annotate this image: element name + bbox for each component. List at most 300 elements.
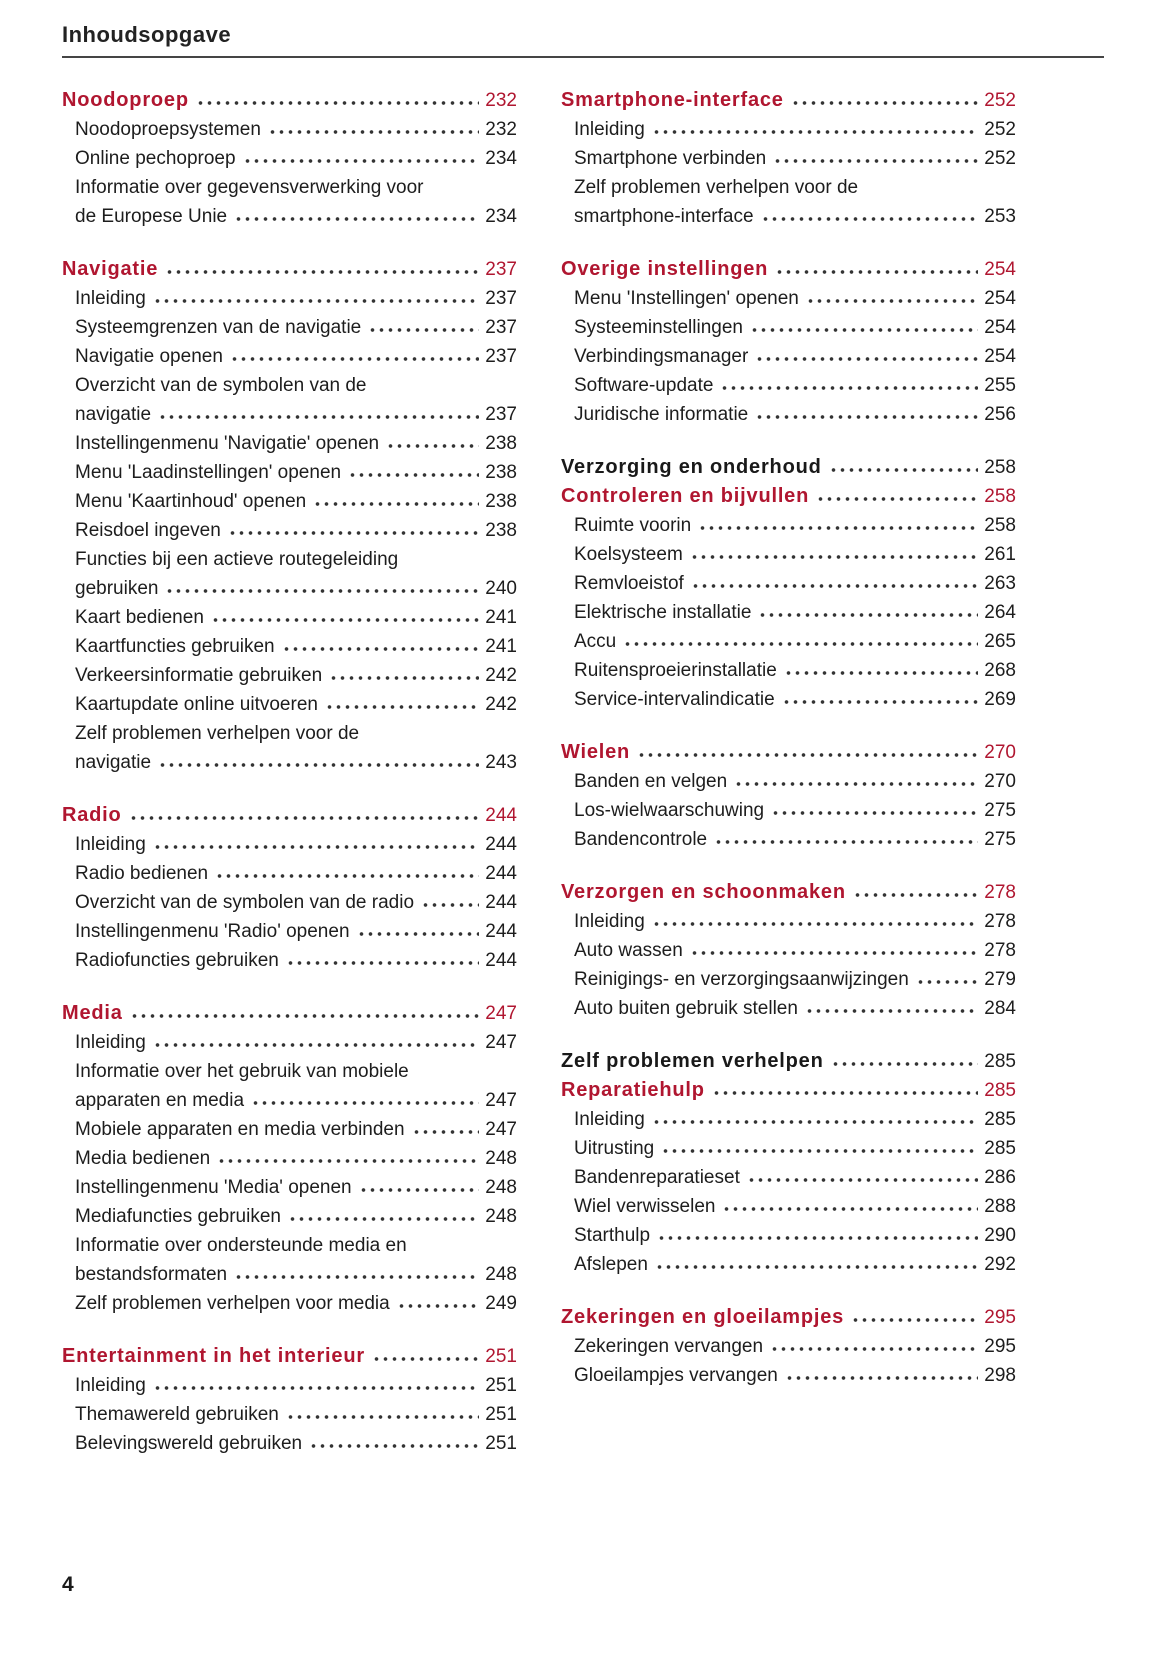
entry-title: Starthulp — [574, 1225, 651, 1246]
toc-entry — [561, 656, 1016, 685]
dot-leader — [652, 1119, 979, 1125]
entry-page-number: 254 — [984, 346, 1016, 367]
section-page-number: 232 — [485, 90, 517, 111]
toc-entry — [561, 342, 1016, 371]
toc-entry — [561, 173, 1016, 231]
dot-leader — [734, 781, 978, 787]
toc-section-heading — [561, 1076, 1016, 1105]
entry-title: Auto wassen — [574, 940, 683, 961]
toc-entry — [561, 400, 1016, 429]
entry-last-line — [574, 825, 1016, 854]
section-title: Radio — [62, 804, 122, 826]
dot-leader — [637, 752, 978, 758]
dot-leader — [129, 815, 480, 821]
toc-entry — [561, 685, 1016, 714]
entry-last-line — [574, 994, 1016, 1023]
entry-title: Juridische informatie — [574, 404, 749, 425]
entry-text-line: Overzicht van de symbolen van de — [75, 375, 367, 396]
toc-entry — [62, 917, 517, 946]
dot-leader — [853, 892, 978, 898]
entry-page-number: 298 — [984, 1365, 1016, 1386]
entry-page-number: 247 — [485, 1090, 517, 1111]
entry-text-line: Zelf problemen verhelpen voor de — [574, 177, 859, 198]
dot-leader — [747, 1177, 978, 1183]
entry-page-number: 237 — [485, 346, 517, 367]
entry-title: Verbindingsmanager — [574, 346, 749, 367]
header-rule — [62, 56, 1104, 58]
entry-page-number: 241 — [485, 636, 517, 657]
dot-leader — [309, 1443, 479, 1449]
page-header — [62, 22, 1105, 58]
toc-section — [561, 878, 1016, 1023]
entry-page-number: 244 — [485, 921, 517, 942]
toc-section-heading — [62, 86, 517, 115]
entry-title: Accu — [574, 631, 617, 652]
dot-leader — [165, 269, 479, 275]
entry-last-line — [574, 115, 1016, 144]
toc-entry — [561, 965, 1016, 994]
toc-entry — [561, 1250, 1016, 1279]
entry-page-number: 288 — [984, 1196, 1016, 1217]
entry-page-number: 248 — [485, 1148, 517, 1169]
dot-leader — [251, 1100, 479, 1106]
entry-title: Gloeilampjes vervangen — [574, 1365, 778, 1386]
toc-entry — [561, 936, 1016, 965]
entry-last-line — [75, 1429, 517, 1458]
dot-leader — [234, 1274, 479, 1280]
toc-section-heading — [561, 1303, 1016, 1332]
entry-title: Elektrische installatie — [574, 602, 752, 623]
dot-leader — [313, 501, 479, 507]
entry-title: Ruitensproeierinstallatie — [574, 660, 777, 681]
section-page-number: 251 — [485, 1346, 517, 1367]
dot-leader — [234, 216, 479, 222]
entry-page-number: 251 — [485, 1375, 517, 1396]
entry-page-number: 275 — [984, 829, 1016, 850]
entry-last-line — [574, 1250, 1016, 1279]
toc-entry — [561, 1134, 1016, 1163]
dot-leader — [690, 950, 979, 956]
entry-page-number: 254 — [984, 317, 1016, 338]
toc-entry — [561, 511, 1016, 540]
dot-leader — [782, 699, 979, 705]
section-title: Noodoproep — [62, 89, 189, 111]
toc-entry — [62, 859, 517, 888]
entry-page-number: 284 — [984, 998, 1016, 1019]
entry-last-line — [574, 598, 1016, 627]
entry-page-number: 265 — [984, 631, 1016, 652]
entry-text-line: Informatie over het gebruik van mobiele — [75, 1061, 409, 1082]
toc-section-heading — [561, 482, 1016, 511]
entry-page-number: 275 — [984, 800, 1016, 821]
section-page-number: 252 — [984, 90, 1016, 111]
entry-last-line — [574, 511, 1016, 540]
entry-last-line — [75, 917, 517, 946]
entry-title: Bandencontrole — [574, 829, 708, 850]
entry-last-line — [574, 144, 1016, 173]
dot-leader — [357, 931, 480, 937]
entry-page-number: 244 — [485, 892, 517, 913]
entry-title: Systeeminstellingen — [574, 317, 743, 338]
entry-page-number: 270 — [984, 771, 1016, 792]
entry-last-line — [75, 313, 517, 342]
entry-page-number: 254 — [984, 288, 1016, 309]
toc-entry — [62, 946, 517, 975]
toc-entry — [561, 540, 1016, 569]
entry-title: Mobiele apparaten en media verbinden — [75, 1119, 405, 1140]
toc-entry — [62, 1429, 517, 1458]
entry-text-line: Informatie over ondersteunde media en — [75, 1235, 407, 1256]
toc-entry — [561, 371, 1016, 400]
entry-page-number: 261 — [984, 544, 1016, 565]
entry-title: apparaten en media — [75, 1090, 245, 1111]
entry-last-line — [75, 632, 517, 661]
entry-title: Mediafuncties gebruiken — [75, 1206, 281, 1227]
entry-title: Navigatie openen — [75, 346, 223, 367]
entry-page-number: 269 — [984, 689, 1016, 710]
toc-entry — [62, 487, 517, 516]
entry-page-number: 279 — [984, 969, 1016, 990]
dot-leader — [268, 129, 479, 135]
section-title: Zelf problemen verhelpen — [561, 1050, 824, 1072]
entry-last-line — [574, 965, 1016, 994]
entry-last-line — [574, 627, 1016, 656]
dot-leader — [829, 467, 979, 473]
entry-title: Kaartfuncties gebruiken — [75, 636, 275, 657]
toc-entry — [561, 1361, 1016, 1390]
dot-leader — [286, 960, 479, 966]
entry-last-line — [574, 1105, 1016, 1134]
entry-last-line — [75, 946, 517, 975]
section-page-number: 258 — [984, 486, 1016, 507]
dot-leader — [217, 1158, 479, 1164]
entry-last-line — [75, 144, 517, 173]
dot-leader — [791, 100, 979, 106]
entry-title: Los-wielwaarschuwing — [574, 800, 765, 821]
dot-leader — [773, 158, 978, 164]
entry-title: Verkeersinformatie gebruiken — [75, 665, 323, 686]
toc-section — [561, 255, 1016, 429]
entry-page-number: 251 — [485, 1433, 517, 1454]
entry-title: Inleiding — [75, 1032, 146, 1053]
dot-leader — [348, 472, 479, 478]
toc-entry — [561, 767, 1016, 796]
entry-last-line — [574, 202, 1016, 231]
entry-title: Inleiding — [574, 911, 645, 932]
entry-page-number: 247 — [485, 1119, 517, 1140]
dot-leader — [325, 704, 479, 710]
toc-entry — [62, 1400, 517, 1429]
entry-title: Inleiding — [75, 288, 146, 309]
dot-leader — [761, 216, 979, 222]
entry-last-line — [574, 342, 1016, 371]
entry-title: bestandsformaten — [75, 1264, 228, 1285]
entry-title: Auto buiten gebruik stellen — [574, 998, 798, 1019]
toc-column-right — [561, 86, 1016, 1458]
toc-column-left — [62, 86, 517, 1458]
entry-page-number: 240 — [485, 578, 517, 599]
dot-leader — [690, 554, 979, 560]
toc-section — [561, 1047, 1016, 1076]
section-title: Navigatie — [62, 258, 159, 280]
toc-entry — [62, 284, 517, 313]
entry-title: Kaart bedienen — [75, 607, 204, 628]
toc-entry — [561, 1105, 1016, 1134]
entry-title: Zelf problemen verhelpen voor media — [75, 1293, 390, 1314]
entry-page-number: 263 — [984, 573, 1016, 594]
dot-leader — [661, 1148, 978, 1154]
entry-last-line — [75, 458, 517, 487]
toc-columns — [62, 86, 1105, 1458]
entry-last-line — [574, 1134, 1016, 1163]
toc-entry — [62, 1144, 517, 1173]
toc-entry — [62, 719, 517, 777]
toc-entry — [62, 1057, 517, 1115]
entry-title: Inleiding — [75, 834, 146, 855]
toc-section-heading — [561, 1047, 1016, 1076]
entry-title: Online pechoproep — [75, 148, 236, 169]
entry-last-line — [574, 400, 1016, 429]
entry-page-number: 258 — [984, 515, 1016, 536]
dot-leader — [153, 1042, 480, 1048]
toc-entry — [62, 1028, 517, 1057]
toc-entry — [561, 144, 1016, 173]
toc-entry — [62, 545, 517, 603]
toc-entry — [62, 1202, 517, 1231]
entry-last-line — [75, 859, 517, 888]
dot-leader — [831, 1061, 979, 1067]
entry-title: Belevingswereld gebruiken — [75, 1433, 303, 1454]
dot-leader — [158, 762, 479, 768]
toc-entry — [62, 144, 517, 173]
dot-leader — [368, 327, 479, 333]
entry-title: gebruiken — [75, 578, 159, 599]
toc-section — [561, 482, 1016, 714]
toc-section-heading — [561, 453, 1016, 482]
toc-section-heading — [62, 255, 517, 284]
entry-title: Reinigings- en verzorgingsaanwijzingen — [574, 969, 909, 990]
entry-title: Smartphone verbinden — [574, 148, 767, 169]
toc-entry — [62, 1173, 517, 1202]
section-page-number: 278 — [984, 882, 1016, 903]
dot-leader — [714, 839, 978, 845]
entry-last-line — [75, 202, 517, 231]
entry-title: Inleiding — [75, 1375, 146, 1396]
section-page-number: 285 — [984, 1080, 1016, 1101]
entry-title: Instellingenmenu 'Navigatie' openen — [75, 433, 380, 454]
entry-title: Instellingenmenu 'Media' openen — [75, 1177, 352, 1198]
dot-leader — [397, 1303, 480, 1309]
section-page-number: 295 — [984, 1307, 1016, 1328]
entry-page-number: 238 — [485, 433, 517, 454]
dot-leader — [698, 525, 978, 531]
toc-section-heading — [62, 999, 517, 1028]
toc-section — [561, 1076, 1016, 1279]
entry-page-number: 244 — [485, 863, 517, 884]
entry-page-number: 285 — [984, 1138, 1016, 1159]
entry-last-line — [574, 284, 1016, 313]
toc-section-heading — [561, 255, 1016, 284]
dot-leader — [816, 496, 978, 502]
entry-last-line — [574, 569, 1016, 598]
toc-entry — [561, 115, 1016, 144]
entry-title: Themawereld gebruiken — [75, 1404, 279, 1425]
entry-title: Koelsysteem — [574, 544, 683, 565]
entry-last-line — [75, 429, 517, 458]
entry-page-number: 252 — [984, 119, 1016, 140]
section-page-number: 254 — [984, 259, 1016, 280]
dot-leader — [623, 641, 978, 647]
toc-entry — [62, 173, 517, 231]
entry-last-line — [75, 1173, 517, 1202]
dot-leader — [657, 1235, 978, 1241]
toc-entry — [561, 1163, 1016, 1192]
toc-section — [561, 738, 1016, 854]
toc-section — [561, 453, 1016, 482]
entry-last-line — [75, 603, 517, 632]
section-page-number: 244 — [485, 805, 517, 826]
dot-leader — [771, 810, 978, 816]
toc-entry — [62, 830, 517, 859]
dot-leader — [805, 1008, 978, 1014]
entry-last-line — [574, 1163, 1016, 1192]
entry-last-line — [574, 1192, 1016, 1221]
entry-last-line — [574, 1332, 1016, 1361]
section-title: Controleren en bijvullen — [561, 485, 810, 507]
entry-page-number: 237 — [485, 404, 517, 425]
toc-entry — [561, 598, 1016, 627]
toc-entry — [561, 796, 1016, 825]
toc-section-heading — [62, 1342, 517, 1371]
entry-last-line — [75, 1115, 517, 1144]
entry-last-line — [75, 1144, 517, 1173]
dot-leader — [758, 612, 978, 618]
entry-page-number: 238 — [485, 491, 517, 512]
entry-title: Noodoproepsystemen — [75, 119, 261, 140]
entry-page-number: 248 — [485, 1177, 517, 1198]
entry-title: Media bedienen — [75, 1148, 211, 1169]
entry-page-number: 249 — [485, 1293, 517, 1314]
section-title: Reparatiehulp — [561, 1079, 705, 1101]
page-number: 4 — [62, 1573, 74, 1596]
dot-leader — [691, 583, 978, 589]
dot-leader — [722, 1206, 978, 1212]
entry-last-line — [75, 1371, 517, 1400]
entry-last-line — [75, 115, 517, 144]
section-title: Media — [62, 1002, 123, 1024]
toc-section-heading — [62, 801, 517, 830]
dot-leader — [372, 1356, 479, 1362]
dot-leader — [329, 675, 479, 681]
entry-last-line — [75, 1028, 517, 1057]
entry-text-line: Informatie over gegevensverwerking voor — [75, 177, 424, 198]
dot-leader — [286, 1414, 479, 1420]
entry-page-number: 256 — [984, 404, 1016, 425]
entry-page-number: 232 — [485, 119, 517, 140]
entry-title: Inleiding — [574, 1109, 645, 1130]
toc-entry — [62, 690, 517, 719]
entry-last-line — [75, 574, 517, 603]
entry-last-line — [574, 685, 1016, 714]
dot-leader — [712, 1090, 979, 1096]
toc-entry — [561, 569, 1016, 598]
toc-entry — [62, 429, 517, 458]
entry-last-line — [574, 1221, 1016, 1250]
entry-page-number: 248 — [485, 1264, 517, 1285]
toc-entry — [62, 888, 517, 917]
entry-title: Banden en velgen — [574, 771, 728, 792]
entry-title: Remvloeistof — [574, 573, 684, 594]
entry-page-number: 247 — [485, 1032, 517, 1053]
toc-entry — [62, 342, 517, 371]
entry-page-number: 242 — [485, 665, 517, 686]
toc-section — [561, 1303, 1016, 1390]
entry-title: Bandenreparatieset — [574, 1167, 740, 1188]
dot-leader — [770, 1346, 978, 1352]
entry-title: smartphone-interface — [574, 206, 754, 227]
toc-entry — [62, 661, 517, 690]
section-page-number: 270 — [984, 742, 1016, 763]
entry-page-number: 290 — [984, 1225, 1016, 1246]
entry-last-line — [75, 830, 517, 859]
toc-entry — [561, 1221, 1016, 1250]
entry-page-number: 264 — [984, 602, 1016, 623]
entry-title: Uitrusting — [574, 1138, 655, 1159]
entry-title: Reisdoel ingeven — [75, 520, 221, 541]
section-title: Overige instellingen — [561, 258, 769, 280]
entry-page-number: 253 — [984, 206, 1016, 227]
section-title: Entertainment in het interieur — [62, 1345, 365, 1367]
entry-page-number: 248 — [485, 1206, 517, 1227]
dot-leader — [165, 588, 479, 594]
toc-entry — [561, 994, 1016, 1023]
dot-leader — [196, 100, 479, 106]
entry-page-number: 295 — [984, 1336, 1016, 1357]
entry-title: Kaartupdate online uitvoeren — [75, 694, 318, 715]
entry-page-number: 255 — [984, 375, 1016, 396]
section-title: Zekeringen en gloeilampjes — [561, 1306, 845, 1328]
entry-title: Menu 'Kaartinhoud' openen — [75, 491, 307, 512]
entry-page-number: 234 — [485, 148, 517, 169]
entry-page-number: 278 — [984, 940, 1016, 961]
entry-title: Radiofuncties gebruiken — [75, 950, 279, 971]
dot-leader — [158, 414, 479, 420]
dot-leader — [359, 1187, 480, 1193]
entry-page-number: 238 — [485, 462, 517, 483]
section-title: Wielen — [561, 741, 631, 763]
entry-page-number: 244 — [485, 950, 517, 971]
dot-leader — [228, 530, 480, 536]
entry-last-line — [75, 1202, 517, 1231]
dot-leader — [806, 298, 978, 304]
entry-last-line — [574, 371, 1016, 400]
toc-entry — [62, 115, 517, 144]
entry-page-number: 244 — [485, 834, 517, 855]
dot-leader — [755, 414, 978, 420]
section-page-number: 285 — [984, 1051, 1016, 1072]
entry-title: navigatie — [75, 752, 152, 773]
toc-section — [62, 255, 517, 777]
toc-entry — [561, 627, 1016, 656]
toc-section-heading — [561, 878, 1016, 907]
entry-page-number: 237 — [485, 317, 517, 338]
toc-section — [62, 86, 517, 231]
entry-title: Overzicht van de symbolen van de radio — [75, 892, 415, 913]
entry-title: Instellingenmenu 'Radio' openen — [75, 921, 350, 942]
dot-leader — [288, 1216, 479, 1222]
entry-title: Inleiding — [574, 119, 645, 140]
entry-last-line — [75, 1400, 517, 1429]
